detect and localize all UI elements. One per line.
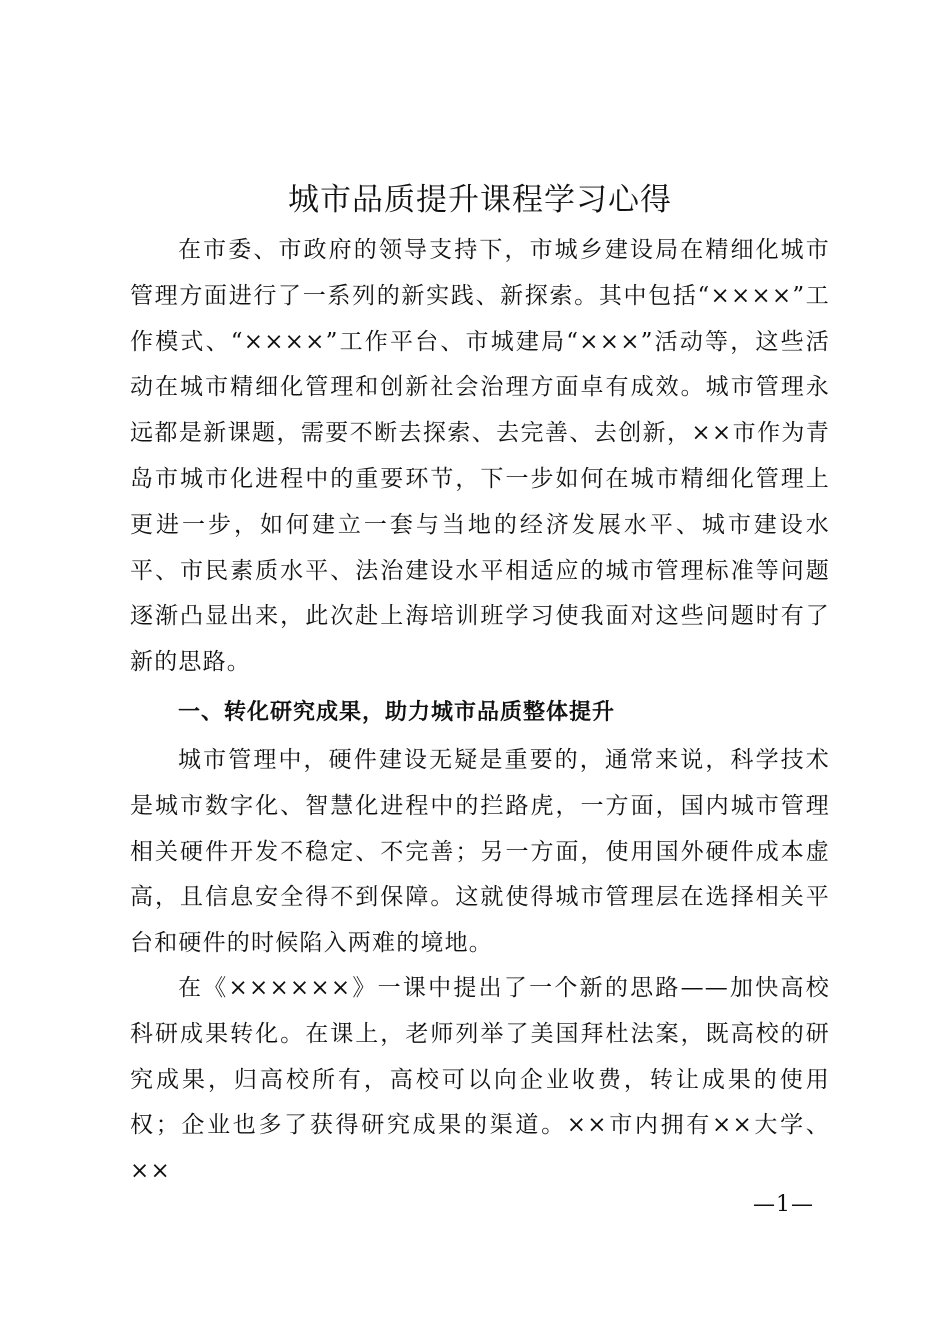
intro-paragraph: 在市委、市政府的领导支持下，市城乡建设局在精细化城市管理方面进行了一系列的新实践、新探索。其中包括“××××”工作模式、“××××”工作平台、市城建局“×××”活动等，这些活动在城市精细化管理和创新社会治理方面卓有成效。城市管理永远都是新课题，需要不断去探索、去完善、去创新，××市作为青岛市城市化进程中的重要环节，下一步如何在城市精细化管理上更进一步，如何建立一套与当地的经济发展水平、城市建设水平、市民素质水平、法治建设水平相适应的城市管理标准等问题逐渐凸显出来，此次赴上海培训班学习使我面对这些问题时有了新的思路。 bbox=[130, 237, 830, 676]
page-number: —1— bbox=[753, 1192, 814, 1217]
section-heading: 一、转化研究成果，助力城市品质整体提升 bbox=[178, 700, 616, 725]
body-paragraph: 在《××××××》一课中提出了一个新的思路——加快高校科研成果转化。在课上，老师列举了美国拜杜法案，既高校的研究成果，归高校所有，高校可以向企业收费，转让成果的使用权；企业也多了获得研究成果的渠道。××市内拥有××大学、×× bbox=[130, 975, 830, 1185]
body-paragraph: 城市管理中，硬件建设无疑是重要的，通常来说，科学技术是城市数字化、智慧化进程中的拦路虎，一方面，国内城市管理相关硬件开发不稳定、不完善；另一方面，使用国外硬件成本虚高，且信息安全得不到保障。这就使得城市管理层在选择相关平台和硬件的时候陷入两难的境地。 bbox=[130, 747, 830, 957]
document-title: 城市品质提升课程学习心得 bbox=[288, 182, 672, 218]
